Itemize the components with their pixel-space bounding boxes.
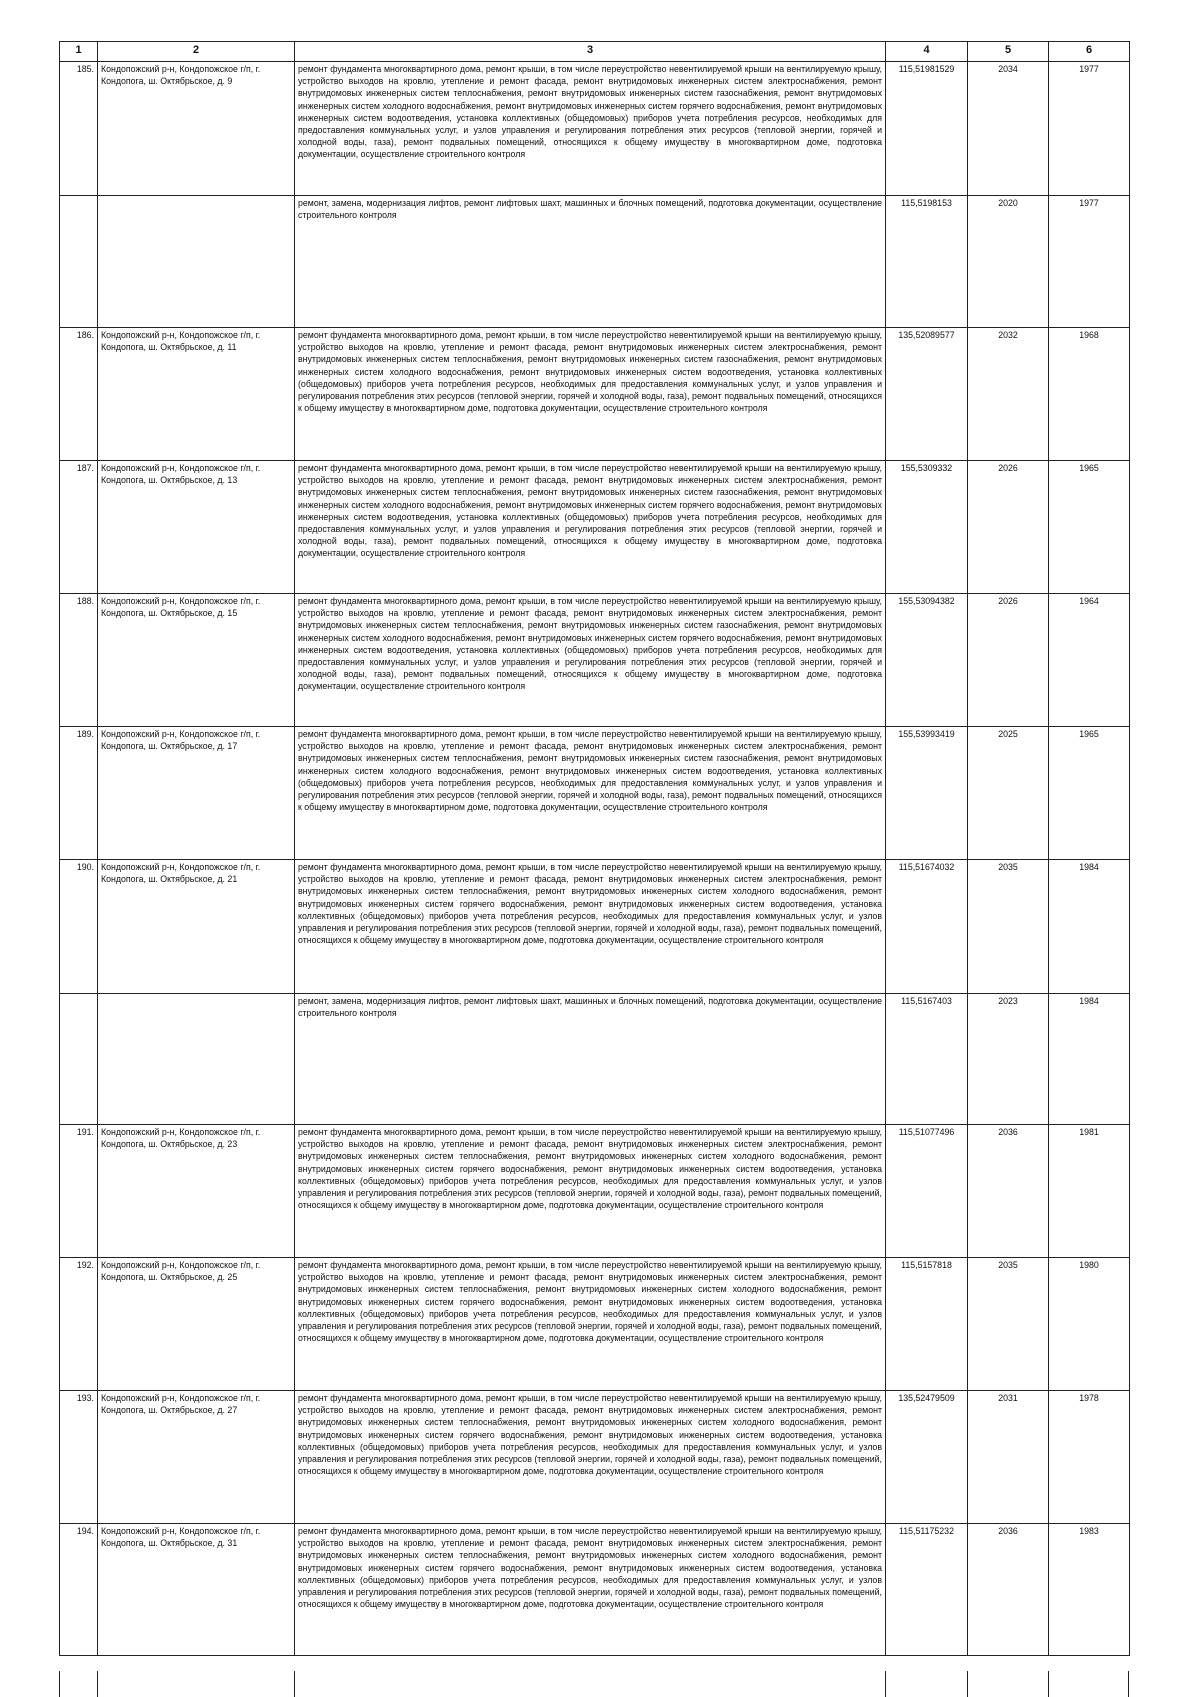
plan-year-cell: 2020	[968, 196, 1049, 328]
address-cell: Кондопожский р-н, Кондопожское г/п, г. Кондопога, ш. Октябрьское, д. 31	[98, 1524, 295, 1656]
continuation-line	[59, 1671, 60, 1697]
build-year-cell: 1977	[1049, 196, 1130, 328]
plan-year-cell: 2025	[968, 727, 1049, 860]
table-row	[60, 196, 1130, 328]
cost-cell: 155,53993419	[886, 727, 968, 860]
row-number: 186.	[60, 328, 98, 461]
row-number: 189.	[60, 727, 98, 860]
address-cell: Кондопожский р-н, Кондопожское г/п, г. Кондопога, ш. Октябрьское, д. 23	[98, 1125, 295, 1258]
header-col-4: 4	[886, 42, 968, 62]
works-description: ремонт фундамента многоквартирного дома, ремонт крыши, в том числе переустройство невентилируемой крыши на вентилируемую крышу, устройство выходов на кровлю, утепление и ремонт фасада, ремонт внутридомовых инженерных систем электроснабжения, ремонт внутридомовых инженерных систем теплоснабжения, ремонт внутридомовых инженерных систем холодного водоснабжения, ремонт внутридомовых инженерных систем горячего водоснабжения, ремонт внутридомовых инженерных систем водоотведения, установка коллективных (общедомовых) приборов учета потребления ресурсов, необходимых для предоставления коммунальных услуг, и узлов управления и регулирования потребления этих ресурсов (тепловой энергии, горячей и холодной воды, газа), ремонт подвальных помещений, относящихся к общему имуществу в многоквартирном доме, подготовка документации, осуществление строительного контроля	[295, 1524, 886, 1656]
cost-cell: 155,5309332	[886, 461, 968, 594]
plan-year-cell: 2034	[968, 62, 1049, 196]
works-description: ремонт фундамента многоквартирного дома, ремонт крыши, в том числе переустройство невентилируемой крыши на вентилируемую крышу, устройство выходов на кровлю, утепление и ремонт фасада, ремонт внутридомовых инженерных систем электроснабжения, ремонт внутридомовых инженерных систем теплоснабжения, ремонт внутридомовых инженерных систем холодного водоснабжения, ремонт внутридомовых инженерных систем горячего водоснабжения, ремонт внутридомовых инженерных систем водоотведения, установка коллективных (общедомовых) приборов учета потребления ресурсов, необходимых для предоставления коммунальных услуг, и узлов управления и регулирования потребления этих ресурсов (тепловой энергии, горячей и холодной воды, газа), ремонт подвальных помещений, относящихся к общему имуществу в многоквартирном доме, подготовка документации, осуществление строительного контроля	[295, 1258, 886, 1391]
header-col-3: 3	[295, 42, 886, 62]
table-row	[60, 727, 1130, 860]
build-year-cell: 1965	[1049, 727, 1130, 860]
continuation-line	[885, 1671, 886, 1697]
build-year-cell: 1983	[1049, 1524, 1130, 1656]
cost-cell: 115,51981529	[886, 62, 968, 196]
row-number: 188.	[60, 594, 98, 727]
header-col-5: 5	[968, 42, 1049, 62]
plan-year-cell: 2035	[968, 1258, 1049, 1391]
cost-cell: 115,5198153	[886, 196, 968, 328]
plan-year-cell: 2036	[968, 1125, 1049, 1258]
table-continuation	[59, 1671, 1129, 1697]
works-table	[59, 41, 1130, 1656]
table-row	[60, 594, 1130, 727]
table-row	[60, 461, 1130, 594]
continuation-line	[967, 1671, 968, 1697]
cost-cell: 155,53094382	[886, 594, 968, 727]
plan-year-cell: 2031	[968, 1391, 1049, 1524]
table-body	[60, 62, 1130, 1656]
header-col-6: 6	[1049, 42, 1130, 62]
header-col-1: 1	[60, 42, 98, 62]
works-description: ремонт фундамента многоквартирного дома, ремонт крыши, в том числе переустройство невентилируемой крыши на вентилируемую крышу, устройство выходов на кровлю, утепление и ремонт фасада, ремонт внутридомовых инженерных систем электроснабжения, ремонт внутридомовых инженерных систем теплоснабжения, ремонт внутридомовых инженерных систем газоснабжения, ремонт внутридомовых инженерных систем холодного водоснабжения, ремонт внутридомовых инженерных систем горячего водоснабжения, ремонт внутридомовых инженерных систем водоотведения, установка коллективных (общедомовых) приборов учета потребления ресурсов, необходимых для предоставления коммунальных услуг, и узлов управления и регулирования потребления этих ресурсов (тепловой энергии, горячей и холодной воды, газа), ремонт подвальных помещений, относящихся к общему имуществу в многоквартирном доме, подготовка документации, осуществление строительного контроля	[295, 62, 886, 196]
cost-cell: 115,51077496	[886, 1125, 968, 1258]
build-year-cell: 1977	[1049, 62, 1130, 196]
address-cell: Кондопожский р-н, Кондопожское г/п, г. Кондопога, ш. Октябрьское, д. 25	[98, 1258, 295, 1391]
build-year-cell: 1981	[1049, 1125, 1130, 1258]
address-cell: Кондопожский р-н, Кондопожское г/п, г. Кондопога, ш. Октябрьское, д. 11	[98, 328, 295, 461]
table-row	[60, 994, 1130, 1125]
build-year-cell: 1984	[1049, 994, 1130, 1125]
address-cell: Кондопожский р-н, Кондопожское г/п, г. Кондопога, ш. Октябрьское, д. 17	[98, 727, 295, 860]
row-number: 194.	[60, 1524, 98, 1656]
plan-year-cell: 2035	[968, 860, 1049, 994]
table-row	[60, 1524, 1130, 1656]
header-col-2: 2	[98, 42, 295, 62]
row-number: 185.	[60, 62, 98, 196]
continuation-line	[97, 1671, 98, 1697]
works-description: ремонт фундамента многоквартирного дома, ремонт крыши, в том числе переустройство невентилируемой крыши на вентилируемую крышу, устройство выходов на кровлю, утепление и ремонт фасада, ремонт внутридомовых инженерных систем электроснабжения, ремонт внутридомовых инженерных систем теплоснабжения, ремонт внутридомовых инженерных систем холодного водоснабжения, ремонт внутридомовых инженерных систем горячего водоснабжения, ремонт внутридомовых инженерных систем водоотведения, установка коллективных (общедомовых) приборов учета потребления ресурсов, необходимых для предоставления коммунальных услуг, и узлов управления и регулирования потребления этих ресурсов (тепловой энергии, горячей и холодной воды, газа), ремонт подвальных помещений, относящихся к общему имуществу в многоквартирном доме, подготовка документации, осуществление строительного контроля	[295, 860, 886, 994]
build-year-cell: 1978	[1049, 1391, 1130, 1524]
address-cell: Кондопожский р-н, Кондопожское г/п, г. Кондопога, ш. Октябрьское, д. 21	[98, 860, 295, 994]
cost-cell: 115,51674032	[886, 860, 968, 994]
cost-cell: 135,52479509	[886, 1391, 968, 1524]
build-year-cell: 1980	[1049, 1258, 1130, 1391]
build-year-cell: 1964	[1049, 594, 1130, 727]
address-cell-continued	[98, 994, 295, 1125]
works-description: ремонт фундамента многоквартирного дома, ремонт крыши, в том числе переустройство невентилируемой крыши на вентилируемую крышу, устройство выходов на кровлю, утепление и ремонт фасада, ремонт внутридомовых инженерных систем электроснабжения, ремонт внутридомовых инженерных систем теплоснабжения, ремонт внутридомовых инженерных систем холодного водоснабжения, ремонт внутридомовых инженерных систем горячего водоснабжения, ремонт внутридомовых инженерных систем водоотведения, установка коллективных (общедомовых) приборов учета потребления ресурсов, необходимых для предоставления коммунальных услуг, и узлов управления и регулирования потребления этих ресурсов (тепловой энергии, горячей и холодной воды, газа), ремонт подвальных помещений, относящихся к общему имуществу в многоквартирном доме, подготовка документации, осуществление строительного контроля	[295, 1125, 886, 1258]
build-year-cell: 1984	[1049, 860, 1130, 994]
cost-cell: 115,5157818	[886, 1258, 968, 1391]
row-number: 190.	[60, 860, 98, 994]
table-row	[60, 1258, 1130, 1391]
plan-year-cell: 2023	[968, 994, 1049, 1125]
table-row	[60, 860, 1130, 994]
row-number: 192.	[60, 1258, 98, 1391]
works-description: ремонт фундамента многоквартирного дома, ремонт крыши, в том числе переустройство невентилируемой крыши на вентилируемую крышу, устройство выходов на кровлю, утепление и ремонт фасада, ремонт внутридомовых инженерных систем электроснабжения, ремонт внутридомовых инженерных систем теплоснабжения, ремонт внутридомовых инженерных систем газоснабжения, ремонт внутридомовых инженерных систем холодного водоснабжения, ремонт внутридомовых инженерных систем водоотведения, установка коллективных (общедомовых) приборов учета потребления ресурсов, необходимых для предоставления коммунальных услуг, и узлов управления и регулирования потребления этих ресурсов (тепловой энергии, горячей и холодной воды, газа), ремонт подвальных помещений, относящихся к общему имуществу в многоквартирном доме, подготовка документации, осуществление строительного контроля	[295, 727, 886, 860]
works-description: ремонт фундамента многоквартирного дома, ремонт крыши, в том числе переустройство невентилируемой крыши на вентилируемую крышу, устройство выходов на кровлю, утепление и ремонт фасада, ремонт внутридомовых инженерных систем электроснабжения, ремонт внутридомовых инженерных систем теплоснабжения, ремонт внутридомовых инженерных систем газоснабжения, ремонт внутридомовых инженерных систем холодного водоснабжения, ремонт внутридомовых инженерных систем горячего водоснабжения, ремонт внутридомовых инженерных систем водоотведения, установка коллективных (общедомовых) приборов учета потребления ресурсов, необходимых для предоставления коммунальных услуг, и узлов управления и регулирования потребления этих ресурсов (тепловой энергии, горячей и холодной воды, газа), ремонт подвальных помещений, относящихся к общему имуществу в многоквартирном доме, подготовка документации, осуществление строительного контроля	[295, 594, 886, 727]
plan-year-cell: 2032	[968, 328, 1049, 461]
plan-year-cell: 2036	[968, 1524, 1049, 1656]
table-row	[60, 62, 1130, 196]
address-cell: Кондопожский р-н, Кондопожское г/п, г. Кондопога, ш. Октябрьское, д. 13	[98, 461, 295, 594]
works-description: ремонт, замена, модернизация лифтов, ремонт лифтовых шахт, машинных и блочных помещений, подготовка документации, осуществление строительного контроля	[295, 994, 886, 1125]
plan-year-cell: 2026	[968, 461, 1049, 594]
cost-cell: 135,52089577	[886, 328, 968, 461]
row-number-continued	[60, 196, 98, 328]
continuation-line	[1048, 1671, 1049, 1697]
continuation-line	[1128, 1671, 1129, 1697]
build-year-cell: 1965	[1049, 461, 1130, 594]
cost-cell: 115,5167403	[886, 994, 968, 1125]
table-row	[60, 1391, 1130, 1524]
address-cell: Кондопожский р-н, Кондопожское г/п, г. Кондопога, ш. Октябрьское, д. 9	[98, 62, 295, 196]
header-row	[60, 42, 1130, 62]
row-number: 187.	[60, 461, 98, 594]
address-cell: Кондопожский р-н, Кондопожское г/п, г. Кондопога, ш. Октябрьское, д. 27	[98, 1391, 295, 1524]
table-row	[60, 1125, 1130, 1258]
works-description: ремонт фундамента многоквартирного дома, ремонт крыши, в том числе переустройство невентилируемой крыши на вентилируемую крышу, устройство выходов на кровлю, утепление и ремонт фасада, ремонт внутридомовых инженерных систем электроснабжения, ремонт внутридомовых инженерных систем теплоснабжения, ремонт внутридомовых инженерных систем газоснабжения, ремонт внутридомовых инженерных систем холодного водоснабжения, ремонт внутридомовых инженерных систем водоотведения, установка коллективных (общедомовых) приборов учета потребления ресурсов, необходимых для предоставления коммунальных услуг, и узлов управления и регулирования потребления этих ресурсов (тепловой энергии, горячей и холодной воды, газа), ремонт подвальных помещений, относящихся к общему имуществу в многоквартирном доме, подготовка документации, осуществление строительного контроля	[295, 328, 886, 461]
row-number: 191.	[60, 1125, 98, 1258]
row-number: 193.	[60, 1391, 98, 1524]
row-number-continued	[60, 994, 98, 1125]
continuation-line	[294, 1671, 295, 1697]
address-cell-continued	[98, 196, 295, 328]
works-description: ремонт, замена, модернизация лифтов, ремонт лифтовых шахт, машинных и блочных помещений, подготовка документации, осуществление строительного контроля	[295, 196, 886, 328]
address-cell: Кондопожский р-н, Кондопожское г/п, г. Кондопога, ш. Октябрьское, д. 15	[98, 594, 295, 727]
cost-cell: 115,51175232	[886, 1524, 968, 1656]
works-description: ремонт фундамента многоквартирного дома, ремонт крыши, в том числе переустройство невентилируемой крыши на вентилируемую крышу, устройство выходов на кровлю, утепление и ремонт фасада, ремонт внутридомовых инженерных систем электроснабжения, ремонт внутридомовых инженерных систем теплоснабжения, ремонт внутридомовых инженерных систем холодного водоснабжения, ремонт внутридомовых инженерных систем горячего водоснабжения, ремонт внутридомовых инженерных систем водоотведения, установка коллективных (общедомовых) приборов учета потребления ресурсов, необходимых для предоставления коммунальных услуг, и узлов управления и регулирования потребления этих ресурсов (тепловой энергии, горячей и холодной воды, газа), ремонт подвальных помещений, относящихся к общему имуществу в многоквартирном доме, подготовка документации, осуществление строительного контроля	[295, 1391, 886, 1524]
plan-year-cell: 2026	[968, 594, 1049, 727]
build-year-cell: 1968	[1049, 328, 1130, 461]
works-description: ремонт фундамента многоквартирного дома, ремонт крыши, в том числе переустройство невентилируемой крыши на вентилируемую крышу, устройство выходов на кровлю, утепление и ремонт фасада, ремонт внутридомовых инженерных систем электроснабжения, ремонт внутридомовых инженерных систем теплоснабжения, ремонт внутридомовых инженерных систем газоснабжения, ремонт внутридомовых инженерных систем холодного водоснабжения, ремонт внутридомовых инженерных систем горячего водоснабжения, ремонт внутридомовых инженерных систем водоотведения, установка коллективных (общедомовых) приборов учета потребления ресурсов, необходимых для предоставления коммунальных услуг, и узлов управления и регулирования потребления этих ресурсов (тепловой энергии, горячей и холодной воды, газа), ремонт подвальных помещений, относящихся к общему имуществу в многоквартирном доме, подготовка документации, осуществление строительного контроля	[295, 461, 886, 594]
table-row	[60, 328, 1130, 461]
